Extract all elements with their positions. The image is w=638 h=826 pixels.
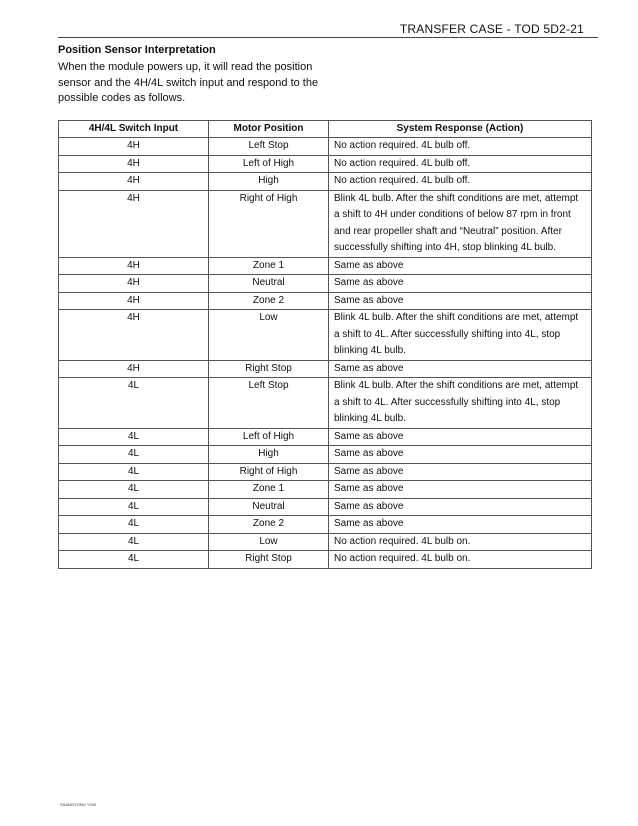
table-row	[59, 428, 592, 446]
system-response-cell: No action required. 4L bulb off.	[329, 155, 592, 173]
table-row	[59, 378, 592, 429]
motor-position-cell: Left Stop	[209, 378, 329, 429]
motor-position-cell: Right Stop	[209, 551, 329, 569]
switch-input-cell: 4H	[59, 190, 209, 257]
motor-position-cell: Low	[209, 310, 329, 361]
switch-input-cell: 4L	[59, 428, 209, 446]
table-row	[59, 190, 592, 257]
system-response-cell: Same as above	[329, 292, 592, 310]
switch-input-cell: 4H	[59, 173, 209, 191]
table-row	[59, 446, 592, 464]
table-row	[59, 292, 592, 310]
system-response-cell: Blink 4L bulb. After the shift conditions are met, attempt a shift to 4H under conditions of below 87 rpm in front and rear propeller shaft and “Neutral” position. After successfully shifting into 4H, stop blinking 4L bulb.	[329, 190, 592, 257]
system-response-cell: No action required. 4L bulb on.	[329, 533, 592, 551]
table-row	[59, 516, 592, 534]
header-divider	[58, 37, 598, 38]
table-row	[59, 275, 592, 293]
switch-input-cell: 4H	[59, 138, 209, 156]
table-body	[59, 138, 592, 569]
motor-position-cell: Zone 1	[209, 481, 329, 499]
table-row	[59, 257, 592, 275]
motor-position-cell: High	[209, 173, 329, 191]
section-title: Position Sensor Interpretation	[58, 44, 216, 56]
table-row	[59, 360, 592, 378]
system-response-cell: Same as above	[329, 275, 592, 293]
system-response-cell: Blink 4L bulb. After the shift conditions are met, attempt a shift to 4L. After successfully shifting into 4L, stop blinking 4L bulb.	[329, 378, 592, 429]
motor-position-cell: Right of High	[209, 463, 329, 481]
system-response-cell: Blink 4L bulb. After the shift conditions are met, attempt a shift to 4L. After successfully shifting into 4L, stop blinking 4L bulb.	[329, 310, 592, 361]
table-row	[59, 173, 592, 191]
motor-position-cell: Neutral	[209, 498, 329, 516]
system-response-cell: Same as above	[329, 481, 592, 499]
table-row	[59, 310, 592, 361]
system-response-cell: Same as above	[329, 257, 592, 275]
system-response-cell: Same as above	[329, 516, 592, 534]
switch-input-cell: 4L	[59, 551, 209, 569]
motor-position-cell: Left Stop	[209, 138, 329, 156]
motor-position-cell: Zone 2	[209, 292, 329, 310]
motor-position-cell: Low	[209, 533, 329, 551]
system-response-cell: No action required. 4L bulb on.	[329, 551, 592, 569]
footer-code: SSANGYONG Y200	[60, 802, 97, 807]
motor-position-cell: Neutral	[209, 275, 329, 293]
switch-input-cell: 4L	[59, 533, 209, 551]
table-row	[59, 138, 592, 156]
system-response-cell: Same as above	[329, 498, 592, 516]
motor-position-cell: Right of High	[209, 190, 329, 257]
column-header-motor-position: Motor Position	[209, 121, 329, 138]
column-header-system-response: System Response (Action)	[329, 121, 592, 138]
system-response-cell: No action required. 4L bulb off.	[329, 138, 592, 156]
page-header-title: TRANSFER CASE - TOD 5D2-21	[399, 22, 584, 36]
switch-input-cell: 4L	[59, 446, 209, 464]
system-response-cell: Same as above	[329, 446, 592, 464]
switch-input-cell: 4H	[59, 292, 209, 310]
switch-input-cell: 4H	[59, 257, 209, 275]
system-response-cell: No action required. 4L bulb off.	[329, 173, 592, 191]
motor-position-cell: Zone 2	[209, 516, 329, 534]
motor-position-cell: Left of High	[209, 155, 329, 173]
switch-input-cell: 4H	[59, 360, 209, 378]
motor-position-cell: Zone 1	[209, 257, 329, 275]
system-response-cell: Same as above	[329, 428, 592, 446]
table-row	[59, 155, 592, 173]
table-header-row	[59, 121, 592, 138]
switch-input-cell: 4L	[59, 481, 209, 499]
intro-paragraph: When the module powers up, it will read the position sensor and the 4H/4L switch input and respond to the possible codes as follows.	[58, 61, 319, 104]
column-header-switch-input: 4H/4L Switch Input	[59, 121, 209, 138]
switch-input-cell: 4L	[59, 516, 209, 534]
motor-position-cell: Left of High	[209, 428, 329, 446]
motor-position-cell: High	[209, 446, 329, 464]
switch-input-cell: 4L	[59, 463, 209, 481]
switch-input-cell: 4H	[59, 310, 209, 361]
table-row	[59, 498, 592, 516]
position-code-table	[58, 120, 592, 569]
system-response-cell: Same as above	[329, 463, 592, 481]
table-row	[59, 463, 592, 481]
table-row	[59, 533, 592, 551]
switch-input-cell: 4H	[59, 155, 209, 173]
table-row	[59, 481, 592, 499]
motor-position-cell: Right Stop	[209, 360, 329, 378]
table-row	[59, 551, 592, 569]
system-response-cell: Same as above	[329, 360, 592, 378]
switch-input-cell: 4L	[59, 378, 209, 429]
switch-input-cell: 4L	[59, 498, 209, 516]
switch-input-cell: 4H	[59, 275, 209, 293]
